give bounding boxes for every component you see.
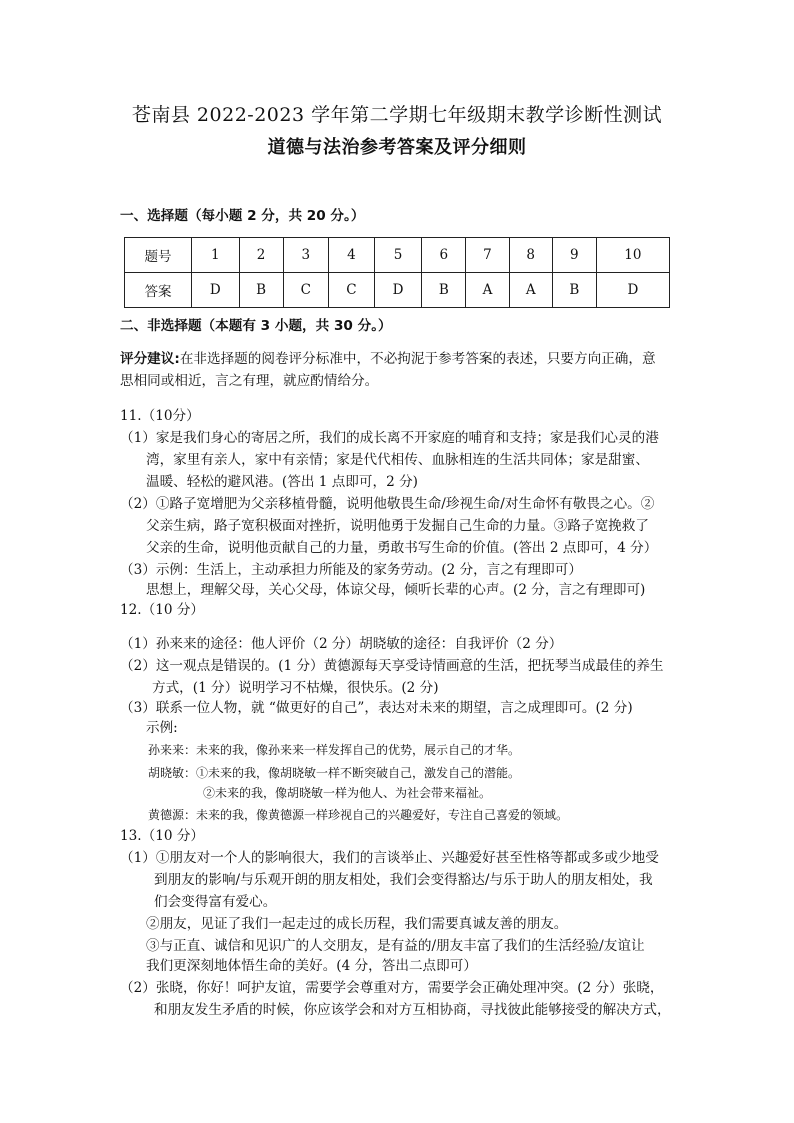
q12-example-line: ②未来的我，像胡晓敏一样为他人、为社会带来福祉。 xyxy=(203,786,492,800)
q12-text-line: 方式，(1 分）说明学习不枯燥，很快乐。(2 分) xyxy=(152,680,439,696)
table-cell: C xyxy=(329,273,375,308)
q11-text-line: （3）示例：生活上，主动承担力所能及的家务劳动。(2 分，言之有理即可） xyxy=(120,562,582,578)
q13-text-line: 和朋友发生矛盾的时候，你应该学会和对方互相协商，寻找彼此能够接受的解决方式， xyxy=(154,1002,671,1018)
q12-example-line: 黄德源：未来的我，像黄德源一样珍视自己的兴趣爱好，专注自己喜爱的领域。 xyxy=(148,808,569,822)
table-cell: D xyxy=(192,273,240,308)
section2-heading: 二、非选择题（本题有 3 小题，共 30 分。） xyxy=(120,318,392,334)
table-cell: A xyxy=(509,273,552,308)
row-label-number: 题号 xyxy=(125,238,192,273)
row-label-answer: 答案 xyxy=(125,273,192,308)
table-cell: 1 xyxy=(192,238,240,273)
table-cell: 6 xyxy=(422,238,466,273)
q11-text-line: 思想上，理解父母，关心父母，体谅父母，倾听长辈的心声。(2 分，言之有理即可) xyxy=(146,582,646,598)
table-cell: 8 xyxy=(509,238,552,273)
table-cell: B xyxy=(422,273,466,308)
q12-text-line: （2）这一观点是错误的。(1 分）黄德源每天享受诗情画意的生活，把抚琴当成最佳的养生 xyxy=(120,658,664,674)
scoring-advice-label: 评分建议: xyxy=(120,351,180,367)
q13-text-line: （2）张晓，你好！呵护友谊，需要学会尊重对方，需要学会正确处理冲突。(2 分）张晓， xyxy=(120,980,664,996)
table-cell: 9 xyxy=(552,238,596,273)
table-row xyxy=(125,273,670,308)
table-cell: A xyxy=(466,273,509,308)
q12-example-line: 胡晓敏：①未来的我，像胡晓敏一样不断突破自己，激发自己的潜能。 xyxy=(148,766,521,780)
section1-heading: 一、选择题（每小题 2 分，共 20 分。） xyxy=(120,208,365,224)
q11-text-line: 父亲的生命，说明他贡献自己的力量，勇敢书写生命的价值。(答出 2 点即可，4 分） xyxy=(146,540,658,556)
answer-table xyxy=(124,237,670,308)
scoring-advice-text: 在非选择题的阅卷评分标准中，不必拘泥于参考答案的表述，只要方向正确，意 xyxy=(179,351,656,367)
q13-text-line: （1）①朋友对一个人的影响很大，我们的言谈举止、兴趣爱好甚至性格等都或多或少地受 xyxy=(120,850,659,866)
q11-text-line: 温暖、轻松的避风港。(答出 1 点即可，2 分) xyxy=(146,474,418,490)
table-cell: 10 xyxy=(596,238,669,273)
q13-heading: 13.（10 分） xyxy=(120,828,205,844)
table-row xyxy=(125,238,670,273)
document-subtitle: 道德与法治参考答案及评分细则 xyxy=(267,137,527,158)
q11-text-line: 湾，家里有亲人，家中有亲情；家是代代相传、血脉相连的生活共同体；家是甜蜜、 xyxy=(146,452,649,468)
q13-text-line: 我们更深刻地体悟生命的美好。(4 分，答出二点即可） xyxy=(146,958,477,974)
scoring-advice-line1 xyxy=(120,349,656,369)
q12-text-line: （1）孙来来的途径：他人评价（2 分）胡晓敏的途径：自我评价（2 分） xyxy=(120,636,563,652)
q11-heading: 11.（10分） xyxy=(120,408,200,424)
q13-text-line: ③与正直、诚信和见识广的人交朋友，是有益的/朋友丰富了我们的生活经验/友谊让 xyxy=(146,938,645,954)
document-title: 苍南县 2022-2023 学年第二学期七年级期末教学诊断性测试 xyxy=(131,104,663,126)
q12-example-label: 示例: xyxy=(146,720,178,736)
q12-example-line: 孙来来：未来的我，像孙来来一样发挥自己的优势，展示自己的才华。 xyxy=(148,743,521,757)
table-cell: D xyxy=(374,273,422,308)
table-cell: 3 xyxy=(283,238,329,273)
q11-text-line: 父亲生病，路子宽积极面对挫折，说明他勇于发掘自己生命的力量。③路子宽挽救了 xyxy=(146,518,649,534)
q12-heading: 12.（10 分） xyxy=(120,602,205,618)
table-cell: B xyxy=(552,273,596,308)
q13-text-line: 到朋友的影响/与乐观开朗的朋友相处，我们会变得豁达/与乐于助人的朋友相处，我 xyxy=(154,872,653,888)
scoring-advice-line2: 思相同或相近，言之有理，就应酌情给分。 xyxy=(120,373,379,389)
table-cell: 5 xyxy=(374,238,422,273)
table-cell: B xyxy=(239,273,283,308)
table-cell: C xyxy=(283,273,329,308)
q11-text-line: （2）①路子宽增肥为父亲移植骨髓，说明他敬畏生命/珍视生命/对生命怀有敬畏之心。② xyxy=(120,496,655,512)
q13-text-line: 们会变得富有爱心。 xyxy=(154,894,277,910)
table-cell: 7 xyxy=(466,238,509,273)
q11-text-line: （1）家是我们身心的寄居之所，我们的成长离不开家庭的哺育和支持；家是我们心灵的港 xyxy=(120,430,659,446)
table-cell: D xyxy=(596,273,669,308)
table-cell: 2 xyxy=(239,238,283,273)
q12-text-line: （3）联系一位人物，就 “做更好的自己”，表达对未来的期望，言之成理即可。(2 分) xyxy=(120,700,633,716)
q13-text-line: ②朋友，见证了我们一起走过的成长历程，我们需要真诚友善的朋友。 xyxy=(146,916,568,932)
table-cell: 4 xyxy=(329,238,375,273)
